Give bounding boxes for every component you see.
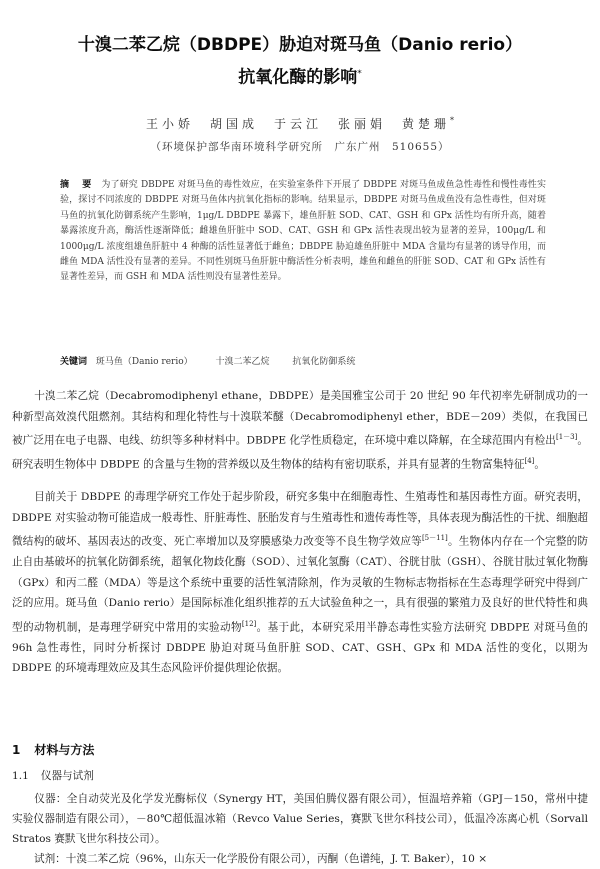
section-heading (12, 741, 94, 758)
intro-paragraph-1 (12, 386, 588, 475)
materials-paragraph (12, 789, 588, 869)
keywords (60, 355, 546, 370)
author-list: 王小娇 胡国成 于云江 张丽娟 黄楚珊 (145, 117, 450, 131)
abstract-text: 为了研究 DBDPE 对斑马鱼的毒性效应，在实验室条件下开展了 DBDPE 对斑马鱼成鱼急性毒性和慢性毒性实验，探讨不同浓度的 DBDPE 对斑马鱼体内抗氧化指标的影响。结果显示，DBDPE 对斑马鱼成鱼没有急性毒性，但对斑马鱼的抗氧化防御系统产生影响，1μg/L DBDPE 暴露下，雄鱼肝脏 SOD、CAT、GSH 和 GPx 活性均有所升高，随着暴露浓度升高，酶活性逐渐降低；雌雄鱼肝脏中 SOD、CAT、GSH 和 GPx 活性表现出较为显著的差异，100μg/L 和 1000μg/L 浓度组雄鱼肝脏中 4 种酶的活性显著低于雌鱼；DBDPE 胁迫雄鱼肝脏中 MDA 含量均有显著的诱导作用，而雌鱼 MDA 活性没有显著的差异。不同性别斑马鱼肝脏中酶活性分析表明，雄鱼和雌鱼的肝脏 SOD、CAT 和 GPx 活性有显著性差异，而 GSH 和 MDA 活性则没有显著性差异。 (60, 180, 546, 283)
abstract (60, 178, 546, 286)
intro-p2-ref2: [12] (241, 619, 257, 628)
instruments-text: 仪器：全自动荧光及化学发光酶标仪（Synergy HT，美国伯腾仪器有限公司），恒温培养箱（GPJ－150，常州中捷实验仪器制造有限公司），－80℃超低温冰箱（Revco Value Series，赛默飞世尔科技公司），低温冷冻离心机（Sorvall Stratos 赛默飞世尔科技公司）。 (12, 793, 588, 845)
keyword-1: 斑马鱼（Danio rerio） (95, 357, 193, 367)
title-footnote-mark: * (357, 69, 362, 79)
abstract-label: 摘 要 (60, 180, 94, 190)
section-number: 1 (12, 743, 21, 757)
intro-p2-ref: [5－11] (421, 534, 448, 542)
keyword-2: 十溴二苯乙烷 (215, 357, 270, 367)
section-title: 材料与方法 (34, 743, 95, 757)
intro-p2-cont: 。生物体内存在一个完整的防止自由基破坏的抗氧化防御系统，超氧化物歧化酶（SOD）、过氧化氢酶（CAT）、谷胱甘肽（GSH）、谷胱甘肽过氧化物酶（GPx）和丙二醛（MDA）等是这个系统中重要的活性氧清除剂，作为灵敏的生物标志物指标在生态毒理学研究中得到广泛的应用。斑马鱼（Danio rerio）是国际标准化组织推荐的五大试验鱼种之一，具有很强的繁殖力及良好的世代特性和典型的动物机制，是毒理学研究中常用的实验动物 (12, 535, 589, 634)
paper-title-line-1 (20, 34, 580, 56)
affiliation: （环境保护部华南环境科学研究所 广东广州 510655） (150, 141, 450, 153)
intro-p1-ref2: [4] (524, 457, 535, 466)
subsection-title: 仪器与试剂 (40, 770, 94, 782)
subsection-number: 1.1 (12, 770, 29, 782)
intro-paragraph-2 (12, 487, 588, 679)
reagents-text: 试剂：十溴二苯乙烷（96%，山东天一化学股份有限公司），丙酮（色谱纯，J. T. Baker），10 × (34, 853, 488, 865)
authors (20, 115, 580, 132)
intro-p2-text: 目前关于 DBDPE 的毒理学研究工作处于起步阶段，研究多集中在细胞毒性、生殖毒性和基因毒性方面。研究表明，DBDPE 对实验动物可能造成一般毒性、肝脏毒性、胚胎发育与生殖毒性和遗传毒性等，具体表现为酶活性的干扰、细胞超微结构的破坏、基因表达的改变、死亡率增加以及穿膜感染力改变等不良生物学效应等 (12, 491, 588, 548)
keyword-3: 抗氧化防御系统 (292, 357, 356, 367)
author-footnote-mark: * (450, 116, 454, 125)
keywords-label: 关键词 (60, 357, 88, 367)
intro-p1-text: 十溴二苯乙烷（Decabromodiphenyl ethane，DBDPE）是美国雅宝公司于 20 世纪 90 年代初率先研制成功的一种新型高效溴代阻燃剂。其结构和理化特性与十溴联苯醚（Decabromodiphenyl ether，BDE－209）类似，在我国已被广泛用在电子电器、电线、纺织等多种材料中。DBDPE 化学性质稳定，在环境中难以降解，在全球范围内有检出 (12, 390, 588, 447)
intro-p2-end: 。基于此，本研究采用半静态毒性实验方法研究 DBDPE 对斑马鱼的 96h 急性毒性，同时分析探讨 DBDPE 胁迫对斑马鱼肝脏 SOD、CAT、GSH、GPx 和 MDA 活性的变化，以期为 DBDPE 的环境毒理效应及其生态风险评价提供理论依据。 (12, 621, 588, 675)
paper-title-line-2 (20, 63, 580, 89)
intro-p1-ref: [1－3] (555, 433, 578, 441)
intro-p1-end: 。 (534, 458, 546, 471)
title-text-1: 十溴二苯乙烷（DBDPE）胁迫对斑马鱼（Danio rerio） (77, 35, 523, 55)
title-text-2: 抗氧化酶的影响 (238, 67, 358, 88)
subsection-heading (12, 768, 94, 783)
intro-p1-cont: 。研究表明生物体中 DBDPE 的含量与生物的营养级以及生物体的结构有密切联系，并具有显著的生物富集特征 (12, 434, 589, 471)
